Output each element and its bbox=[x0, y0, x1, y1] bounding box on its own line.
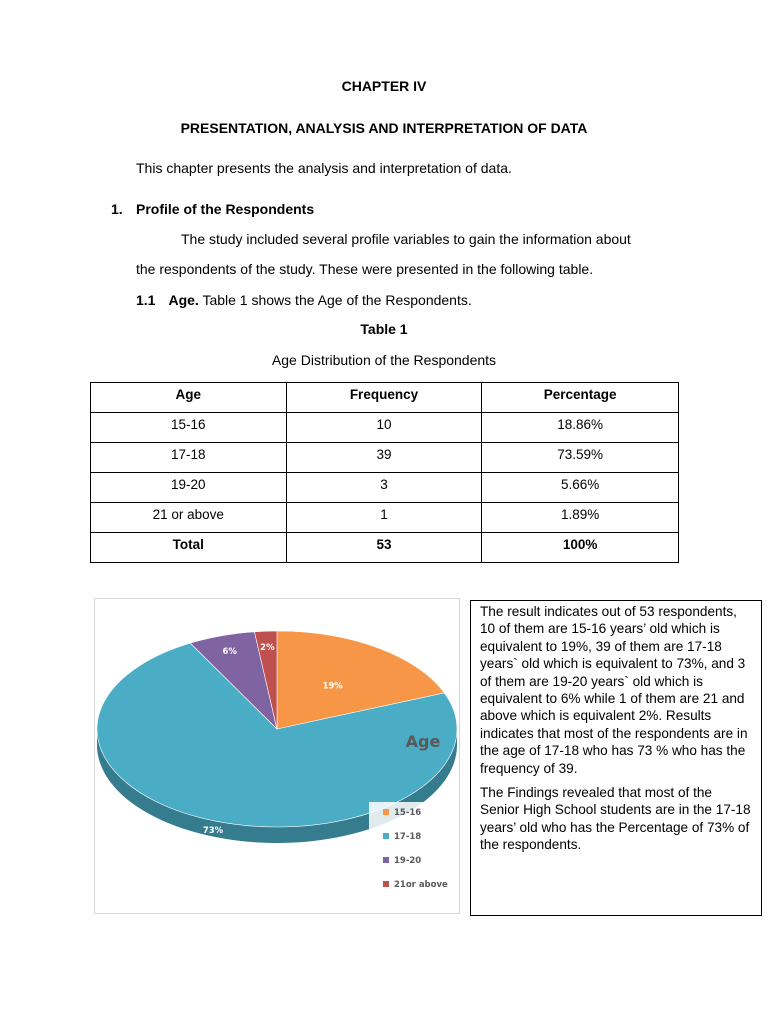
table-row bbox=[91, 503, 679, 533]
table-cell: 39 bbox=[286, 443, 482, 473]
subsection-number: 1.1 bbox=[136, 292, 156, 308]
data-label: 6% bbox=[222, 646, 237, 657]
table-header-row bbox=[91, 383, 679, 413]
header-cell-percentage: Percentage bbox=[482, 383, 679, 413]
legend-label: 15-16 bbox=[394, 808, 422, 818]
table-cell: 73.59% bbox=[482, 443, 679, 473]
subsection-label: Age. bbox=[168, 292, 199, 308]
age-table bbox=[90, 382, 679, 563]
table-row bbox=[91, 413, 679, 443]
legend-label: 17-18 bbox=[394, 832, 422, 842]
table-cell: 15-16 bbox=[91, 413, 287, 443]
table-cell: 18.86% bbox=[482, 413, 679, 443]
header-cell-age: Age bbox=[91, 383, 287, 413]
table-cell: 3 bbox=[286, 473, 482, 503]
section-title: PRESENTATION, ANALYSIS AND INTERPRETATION OF DATA bbox=[180, 120, 588, 136]
table-caption: Age Distribution of the Respondents bbox=[271, 352, 497, 368]
legend-swatch bbox=[383, 857, 389, 863]
paragraph-line-1: The study included several profile variables to gain the information about bbox=[181, 231, 631, 247]
table-cell: 1 bbox=[286, 503, 482, 533]
paragraph-line-2: the respondents of the study. These were presented in the following table. bbox=[136, 261, 594, 277]
legend-swatch bbox=[383, 833, 389, 839]
heading-profile: Profile of the Respondents bbox=[136, 201, 315, 217]
table-cell: 1.89% bbox=[482, 503, 679, 533]
table-cell: 10 bbox=[286, 413, 482, 443]
age-pie-chart bbox=[94, 598, 460, 914]
data-label: 2% bbox=[260, 642, 275, 653]
table-cell: 5.66% bbox=[482, 473, 679, 503]
interpretation-paragraph-1: The result indicates out of 53 respondents, 10 of them are 15-16 years’ old which is equivalent to 19%, 39 of them are 17-18 years` old which is equivalent to 73%, and 3 of them are 19-20 years` old which is equivalent to 6% while 1 of them are 21 and above which is equivalent 2%. Results indicates that most of the respondents are in the age of 17-18 who has 73 % who has the frequency of 39. bbox=[480, 604, 748, 776]
chart-title: Age bbox=[405, 732, 441, 751]
data-label: 19% bbox=[322, 681, 343, 692]
interpretation-textbox bbox=[470, 600, 762, 916]
intro-paragraph: This chapter presents the analysis and interpretation of data. bbox=[136, 160, 512, 176]
table-cell: 19-20 bbox=[91, 473, 287, 503]
table-row bbox=[91, 443, 679, 473]
table-title: Table 1 bbox=[360, 321, 408, 337]
subsection-age bbox=[136, 292, 472, 308]
table-cell: 17-18 bbox=[91, 443, 287, 473]
subsection-text: Table 1 shows the Age of the Respondents. bbox=[202, 292, 472, 308]
pie-chart-svg bbox=[95, 599, 459, 913]
total-cell: 53 bbox=[286, 533, 482, 563]
legend-swatch bbox=[383, 881, 389, 887]
legend-label: 19-20 bbox=[394, 856, 422, 866]
total-cell: Total bbox=[91, 533, 287, 563]
data-label: 73% bbox=[202, 826, 224, 836]
heading-number: 1. bbox=[111, 201, 123, 217]
chapter-heading: CHAPTER IV bbox=[341, 78, 427, 94]
legend-swatch bbox=[383, 809, 389, 815]
legend-label: 21or above bbox=[394, 880, 448, 890]
interpretation-paragraph-2: The Findings revealed that most of the Senior High School students are in the 17-18 years’ old who has the Percentage of 73% of the respondents. bbox=[480, 785, 751, 853]
header-cell-frequency: Frequency bbox=[286, 383, 482, 413]
table-cell: 21 or above bbox=[91, 503, 287, 533]
table-row bbox=[91, 473, 679, 503]
table-total-row bbox=[91, 533, 679, 563]
total-cell: 100% bbox=[482, 533, 679, 563]
